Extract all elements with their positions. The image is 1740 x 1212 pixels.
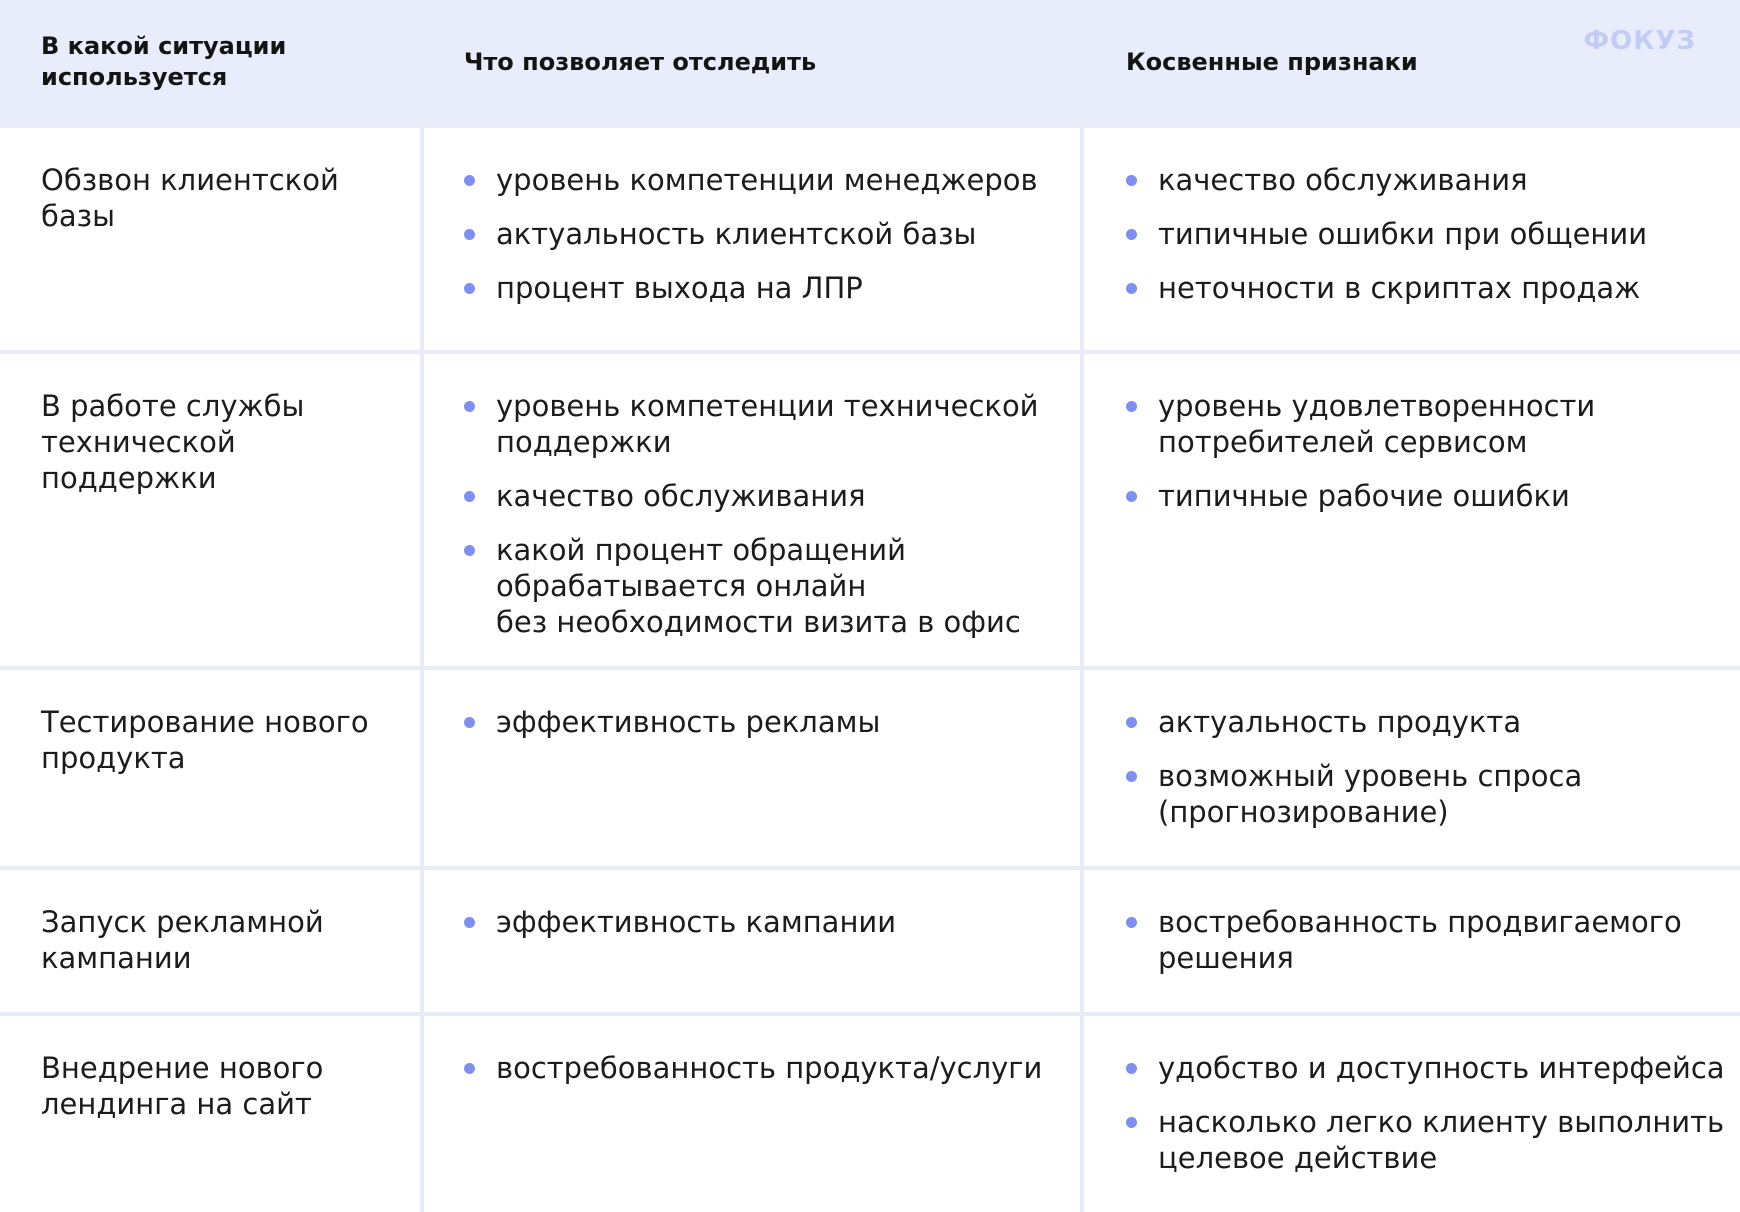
situation-cell	[0, 354, 420, 666]
signs-cell	[1084, 354, 1740, 666]
signs-list	[1126, 704, 1726, 830]
signs-cell	[1084, 670, 1740, 866]
tracks-list	[464, 388, 1064, 640]
row-divider	[0, 866, 1740, 870]
list-item: уровень удовлетворенности потребителей сервисом	[1126, 388, 1726, 460]
bullet-icon	[464, 229, 475, 240]
header-cell-tracks	[424, 0, 1080, 124]
bullet-icon	[1126, 717, 1137, 728]
list-item: насколько легко клиенту выполнить целевое действие	[1126, 1104, 1726, 1176]
row-divider	[0, 666, 1740, 670]
list-item: уровень компетенции менеджеров	[464, 162, 1064, 198]
bullet-icon	[1126, 1063, 1137, 1074]
bullet-icon	[464, 175, 475, 186]
signs-cell	[1084, 1016, 1740, 1212]
situation-text: Тестирование нового продукта	[41, 705, 369, 775]
situation-text: В работе службы технической поддержки	[41, 389, 305, 495]
column-divider	[420, 0, 424, 1212]
list-item: уровень компетенции технической поддержки	[464, 388, 1064, 460]
signs-list	[1126, 162, 1726, 306]
bullet-icon	[464, 491, 475, 502]
list-item: эффективность кампании	[464, 904, 1064, 940]
list-item: типичные рабочие ошибки	[1126, 478, 1726, 514]
bullet-icon	[1126, 917, 1137, 928]
bullet-icon	[1126, 229, 1137, 240]
situation-text: Обзвон клиентской базы	[41, 163, 339, 233]
table-row	[0, 870, 1740, 1012]
tracks-cell	[424, 1016, 1080, 1212]
bullet-icon	[464, 401, 475, 412]
signs-cell	[1084, 128, 1740, 350]
table-header	[0, 0, 1740, 124]
table-row	[0, 670, 1740, 866]
list-item: качество обслуживания	[464, 478, 1064, 514]
list-item: актуальность продукта	[1126, 704, 1726, 740]
situation-text: Запуск рекламной кампании	[41, 905, 324, 975]
brand-logo: ФОКУЗ	[1583, 26, 1696, 56]
tracks-list	[464, 162, 1064, 306]
tracks-cell	[424, 128, 1080, 350]
list-item: удобство и доступность интерфейса	[1126, 1050, 1726, 1086]
bullet-icon	[464, 717, 475, 728]
header-situation: В какой ситуации используется	[41, 32, 287, 91]
bullet-icon	[1126, 491, 1137, 502]
column-divider	[1080, 0, 1084, 1212]
bullet-icon	[1126, 1117, 1137, 1128]
tracks-cell	[424, 354, 1080, 666]
bullet-icon	[464, 1063, 475, 1074]
signs-list	[1126, 388, 1726, 514]
header-signs: Косвенные признаки	[1126, 47, 1418, 76]
situation-cell	[0, 1016, 420, 1212]
situation-cell	[0, 128, 420, 350]
list-item: какой процент обращений обрабатывается онлайн без необходимости визита в офис	[464, 532, 1064, 640]
bullet-icon	[1126, 771, 1137, 782]
signs-list	[1126, 1050, 1726, 1176]
situation-cell	[0, 670, 420, 866]
row-divider	[0, 1012, 1740, 1016]
table-row	[0, 1016, 1740, 1212]
header-cell-situation	[0, 0, 420, 124]
bullet-icon	[1126, 283, 1137, 294]
row-divider	[0, 124, 1740, 128]
bullet-icon	[1126, 401, 1137, 412]
bullet-icon	[464, 283, 475, 294]
header-cell-signs	[1084, 0, 1740, 124]
list-item: типичные ошибки при общении	[1126, 216, 1726, 252]
bullet-icon	[1126, 175, 1137, 186]
tracks-cell	[424, 670, 1080, 866]
list-item: эффективность рекламы	[464, 704, 1064, 740]
situation-cell	[0, 870, 420, 1012]
table-row	[0, 354, 1740, 666]
list-item: актуальность клиентской базы	[464, 216, 1064, 252]
header-tracks: Что позволяет отследить	[464, 47, 817, 76]
list-item: неточности в скриптах продаж	[1126, 270, 1726, 306]
table-row	[0, 128, 1740, 350]
tracks-list	[464, 704, 1064, 740]
list-item: востребованность продвигаемого решения	[1126, 904, 1726, 976]
list-item: востребованность продукта/услуги	[464, 1050, 1064, 1086]
signs-list	[1126, 904, 1726, 976]
bullet-icon	[464, 545, 475, 556]
list-item: качество обслуживания	[1126, 162, 1726, 198]
bullet-icon	[464, 917, 475, 928]
signs-cell	[1084, 870, 1740, 1012]
tracks-list	[464, 904, 1064, 940]
tracks-list	[464, 1050, 1064, 1086]
row-divider	[0, 350, 1740, 354]
tracks-cell	[424, 870, 1080, 1012]
list-item: процент выхода на ЛПР	[464, 270, 1064, 306]
situation-text: Внедрение нового лендинга на сайт	[41, 1051, 324, 1121]
list-item: возможный уровень спроса (прогнозирование)	[1126, 758, 1726, 830]
